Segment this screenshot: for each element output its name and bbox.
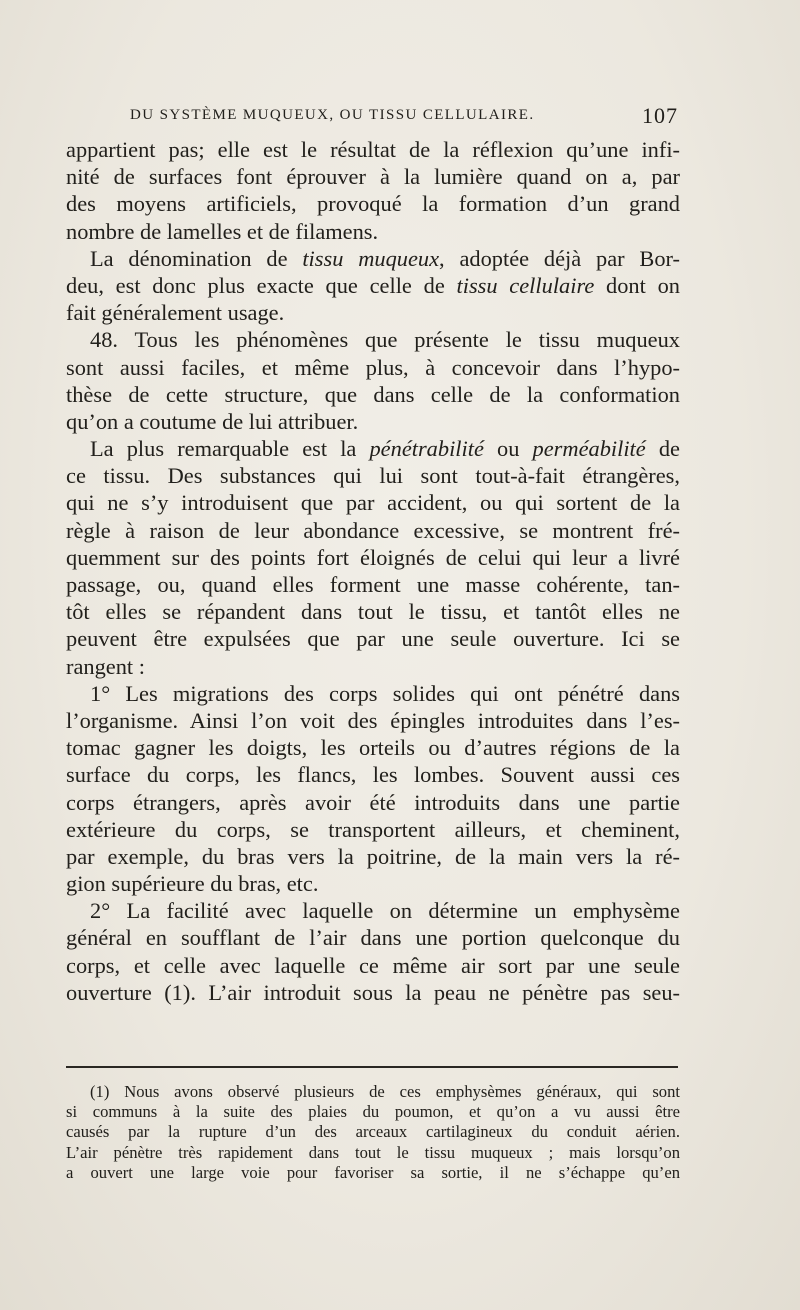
footnote-line: L’air pénètre très rapidement dans tout le tissu muqueux ; mais lorsqu’on: [66, 1142, 680, 1162]
text-line: rangent :: [66, 653, 145, 679]
footnote: [66, 1082, 680, 1183]
footnote-line: causés par la rupture d’un des arceaux cartilagineux du conduit aérien.: [66, 1122, 680, 1142]
running-head-title: DU SYSTÈME MUQUEUX, OU TISSU CELLULAIRE.: [130, 107, 535, 123]
text-line: passage, ou, quand elles forment une masse cohérente, tan-: [66, 572, 680, 597]
text-line: peuvent être expulsées que par une seule ouverture. Ici se: [66, 626, 680, 652]
text-line: thèse de cette structure, que dans celle de la conformation: [66, 381, 680, 407]
footnote-line: a ouvert une large voie pour favoriser sa sortie, il ne s’échappe qu’en: [66, 1162, 680, 1182]
text-line: des moyens artificiels, provoqué la formation d’un grand: [66, 191, 680, 217]
text-line: qui ne s’y introduisent que par accident, ou qui sortent de la: [66, 490, 680, 516]
text-line: nombre de lamelles et de filamens.: [66, 218, 379, 244]
text-line: quemment sur des points fort éloignés de celui qui leur a livré: [66, 544, 680, 570]
text-line: fait généralement usage.: [66, 300, 285, 326]
text-line: tomac gagner les doigts, les orteils ou d’autres régions de la: [66, 735, 680, 761]
footnote-line: si communs à la suite des plaies du poumon, et qu’on a vu aussi être: [66, 1102, 680, 1122]
text-line: deu, est donc plus exacte que celle de tissu cellulaire dont on: [66, 272, 680, 298]
text-line: tôt elles se répandent dans tout le tissu, et tantôt elles ne: [66, 599, 680, 625]
text-line: ce tissu. Des substances qui lui sont tout-à-fait étrangères,: [66, 463, 680, 489]
text-line: qu’on a coutume de lui attribuer.: [66, 408, 359, 434]
text-line: par exemple, du bras vers la poitrine, de la main vers la ré-: [66, 843, 680, 869]
running-head: [130, 103, 678, 129]
text-line: 1° Les migrations des corps solides qui ont pénétré dans: [90, 680, 680, 706]
text-line: général en soufflant de l’air dans une portion quelconque du: [66, 925, 680, 951]
text-line: La dénomination de tissu muqueux, adoptée déjà par Bor-: [90, 245, 680, 271]
text-line: 2° La facilité avec laquelle on détermine un emphysème: [90, 898, 680, 924]
text-line: nité de surfaces font éprouver à la lumière quand on a, par: [66, 164, 680, 190]
text-line: surface du corps, les flancs, les lombes. Souvent aussi ces: [66, 762, 680, 788]
text-line: ouverture (1). L’air introduit sous la peau ne pénètre pas seu-: [66, 979, 680, 1005]
text-line: sont aussi faciles, et même plus, à concevoir dans l’hypo-: [66, 354, 680, 380]
text-line: l’organisme. Ainsi l’on voit des épingles introduites dans l’es-: [66, 707, 680, 733]
text-line: La plus remarquable est la pénétrabilité ou perméabilité de: [90, 436, 680, 462]
page-number: 107: [642, 103, 678, 128]
text-line: gion supérieure du bras, etc.: [66, 871, 319, 897]
footnote-line: (1) Nous avons observé plusieurs de ces emphysèmes généraux, qui sont: [90, 1082, 680, 1101]
text-line: appartient pas; elle est le résultat de la réflexion qu’une infi-: [66, 137, 680, 162]
text-line: corps, et celle avec laquelle ce même air sort par une seule: [66, 952, 680, 978]
text-line: 48. Tous les phénomènes que présente le tissu muqueux: [90, 327, 680, 353]
body-text: [66, 136, 680, 1006]
text-line: règle à raison de leur abondance excessive, se montrent fré-: [66, 517, 680, 543]
footnote-rule: [66, 1066, 678, 1068]
text-line: extérieure du corps, se transportent ailleurs, et cheminent,: [66, 816, 680, 842]
text-line: corps étrangers, après avoir été introduits dans une partie: [66, 789, 680, 815]
